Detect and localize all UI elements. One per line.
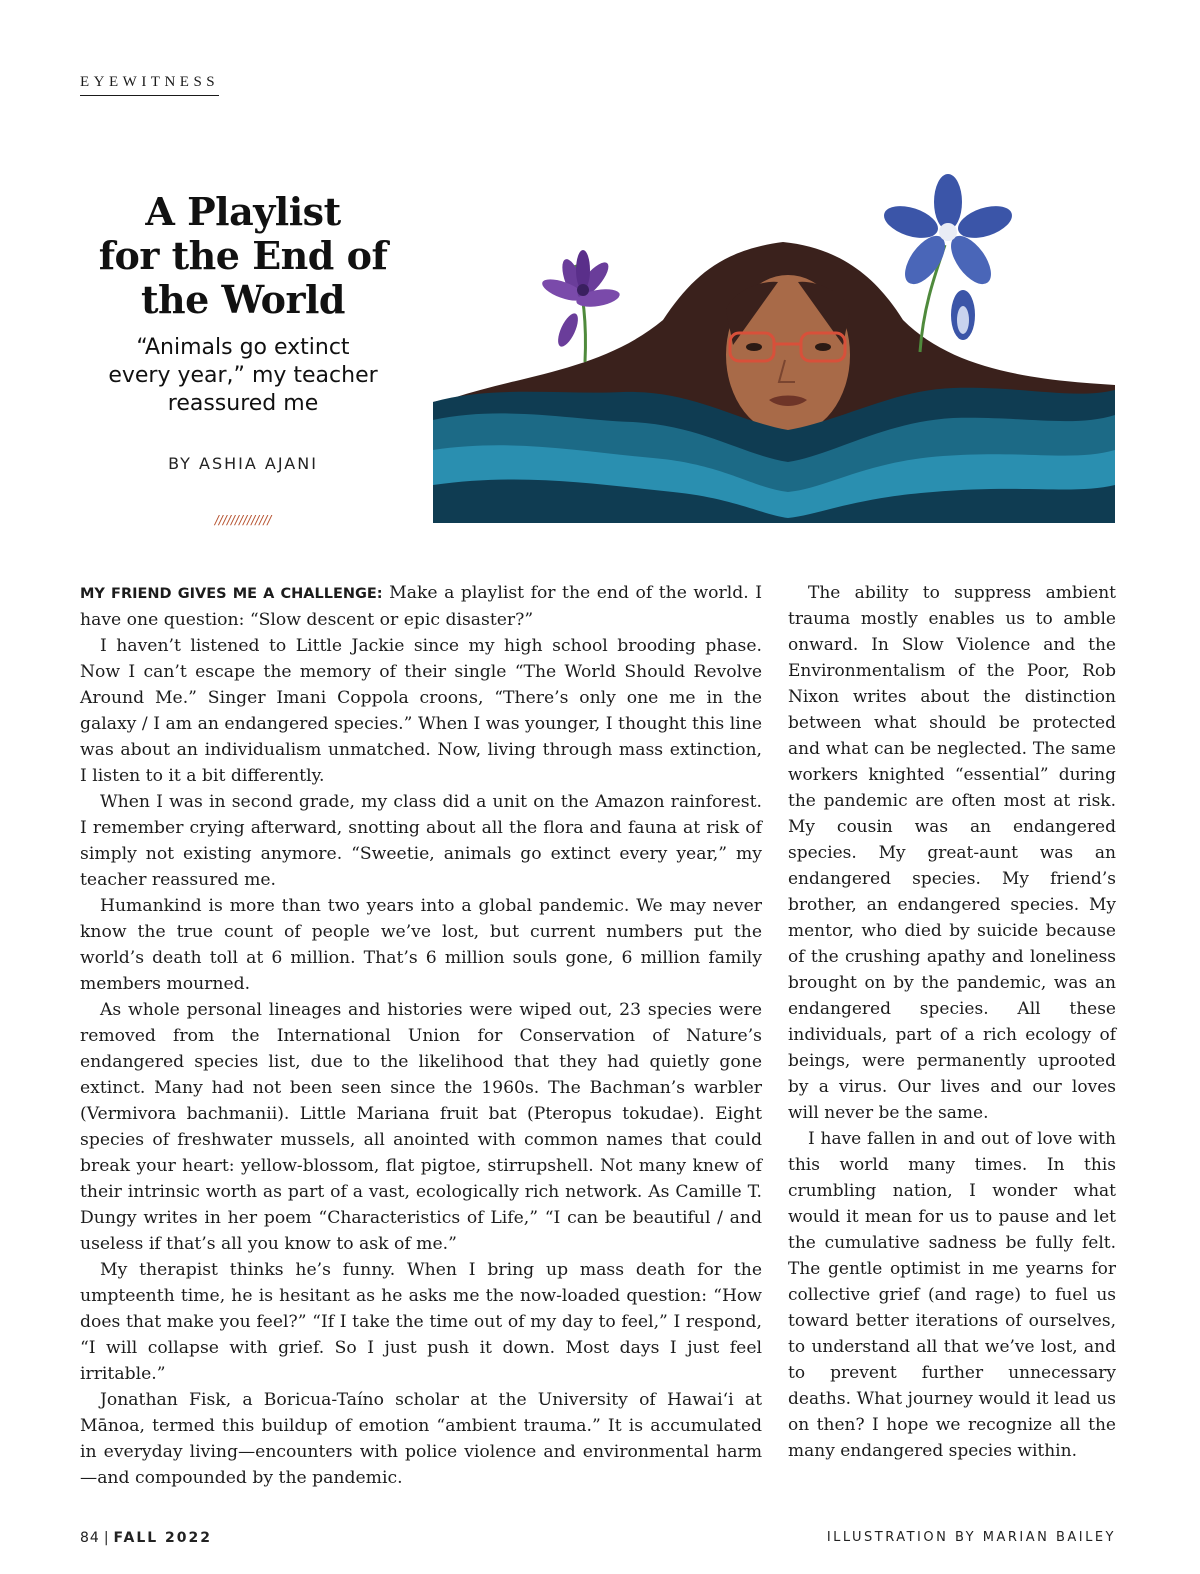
paragraph: When I was in second grade, my class did a unit on the Amazon rainforest. I remember crying afterward, snotting about all the flora and fauna at risk of simply not existing anymore. “Sweetie, animals go extinct every year,” my teacher reassured me.: [80, 792, 762, 890]
paragraph: [80, 580, 762, 633]
title-line: A Playlist: [145, 189, 341, 234]
paragraph: My therapist thinks he’s funny. When I bring up mass death for the umpteenth time, he is hesitant as he asks me the now-loaded question: “How does that make you feel?” “If I take the time out of my day to feel,” I respond, “I will collapse with grief. So I just push it down. Most days I just feel irritable.”: [80, 1260, 762, 1384]
page-number: 84: [80, 1530, 100, 1546]
page-footer-left: [80, 1530, 212, 1546]
subtitle-line: “Animals go extinct: [136, 335, 350, 360]
paragraph: I haven’t listened to Little Jackie since my high school brooding phase. Now I can’t escape the memory of their single “The World Should Revolve Around Me.” Singer Imani Coppola croons, “There’s only one me in the galaxy / I am an endangered species.” When I was younger, I thought this line was about an individualism unmatched. Now, living through mass extinction, I listen to it a bit differently.: [80, 636, 762, 786]
title-line: for the End of: [98, 233, 388, 278]
paragraph: Humankind is more than two years into a global pandemic. We may never know the true count of people we’ve lost, but current numbers put the world’s death toll at 6 million. That’s 6 million souls gone, 6 million family members mourned.: [80, 896, 762, 994]
paragraph: Jonathan Fisk, a Boricua-Taíno scholar at the University of Hawai‘i at Mānoa, termed this buildup of emotion “ambient trauma.” It is accumulated in everyday living—encounters with police violence and environmental harm—and compounded by the pandemic.: [80, 1390, 762, 1488]
title-block: [80, 190, 406, 527]
paragraph: The ability to suppress ambient trauma mostly enables us to amble onward. In Slow Violence and the Environmentalism of the Poor, Rob Nixon writes about the distinction between what should be protected and what can be neglected. The same workers knighted “essential” during the pandemic are often most at risk. My cousin was an endangered species. My great-aunt was an endangered species. My friend’s brother, an endangered species. My mentor, who died by suicide because of the crushing apathy and loneliness brought on by the pandemic, was an endangered species. All these individuals, part of a rich ecology of beings, were permanently uprooted by a virus. Our lives and our loves will never be the same.: [788, 583, 1116, 1123]
title-line: the World: [140, 277, 346, 322]
paragraph: I have fallen in and out of love with this world many times. In this crumbling nation, I wonder what would it mean for us to pause and let the cumulative sadness be fully felt. The gentle optimist in me yearns for collective grief (and rage) to fuel us toward better iterations of ourselves, to understand all that we’ve lost, and to prevent further unnecessary deaths. What journey would it lead us on then? I hope we recognize all the many endangered species within.: [788, 1129, 1116, 1461]
subtitle-line: every year,” my teacher: [108, 363, 378, 388]
illustration: [433, 170, 1115, 523]
illustration-credit: ILLUSTRATION BY MARIAN BAILEY: [826, 1530, 1116, 1545]
article-subtitle: [80, 334, 406, 418]
paragraph-text: Make a playlist for the end of the world. I have one question: “Slow descent or epic disaster?”: [80, 583, 762, 630]
article-title: [80, 190, 406, 322]
purple-flower-icon: [540, 250, 621, 362]
article-body-right: [788, 580, 1116, 1464]
issue-label: FALL 2022: [113, 1530, 213, 1546]
ornament-divider: //////////////: [214, 513, 272, 527]
subtitle-line: reassured me: [167, 391, 319, 416]
article-body-left: [80, 580, 762, 1491]
paragraph: As whole personal lineages and histories were wiped out, 23 species were removed from the International Union for Conservation of Nature’s endangered species list, due to the likelihood that they had quietly gone extinct. Many had not been seen since the 1960s. The Bachman’s warbler (Vermivora bachmanii). Little Mariana fruit bat (Pteropus tokudae). Eight species of freshwater mussels, all anointed with common names that could break your heart: yellow-blossom, flat pigtoe, stirrupshell. Not many knew of their intrinsic worth as part of a vast, ecologically rich network. As Camille T. Dungy writes in her poem “Characteristics of Life,” “I can be beautiful / and useless if that’s all you know to ask of me.”: [80, 1000, 762, 1254]
byline: BY ASHIA AJANI: [168, 454, 318, 473]
lead-in: MY FRIEND GIVES ME A CHALLENGE:: [80, 586, 383, 602]
footer-separator: |: [103, 1530, 110, 1546]
section-label: EYEWITNESS: [80, 74, 219, 96]
